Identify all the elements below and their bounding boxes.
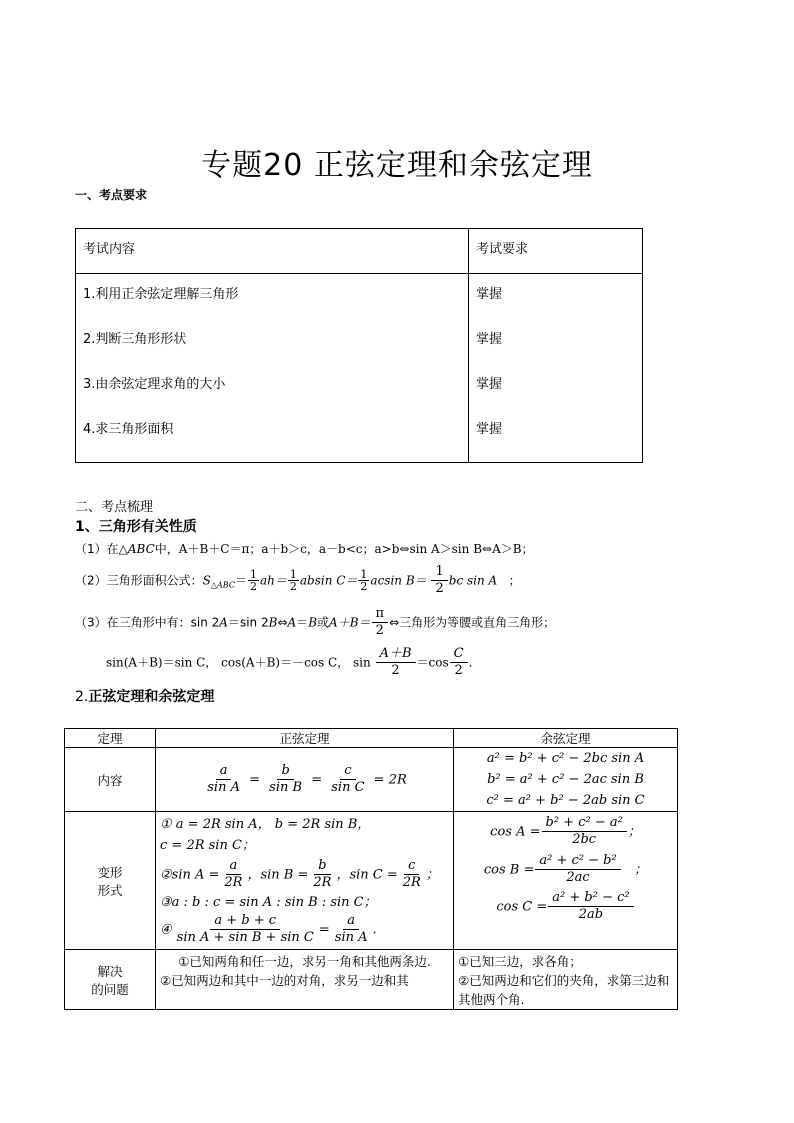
row-label-variant: 变形 形式 [65,812,156,950]
fraction-one-half: $\frac{1}{2}$ [360,567,368,594]
theorem-header-cosine: 余弦定理 [454,729,678,748]
subheading-triangle-properties: 1、三角形有关性质 [75,519,197,535]
fraction-one-half: $\frac{1}{2}$ [431,564,447,598]
table-row: 4.求三角形面积 [83,422,174,437]
sine-law-problems: ①已知两角和任一边，求另一角和其他两条边. ②已知两边和其中一边的对角，求另一边和其 [156,950,454,1010]
table-row: 1.利用正余弦定理解三角形 [83,287,239,302]
property-line-3: （3）在三角形中有：sin 2A＝sin 2B⇔A＝B或A＋B＝ $\frac{\pi}{2}$ ⇔三角形为等腰或直角三角形； [75,606,556,639]
fraction-one-half: $\frac{1}{2}$ [249,567,257,594]
fraction-a-plus-b-over-2: $\frac{A+B}{2}$ [376,646,416,680]
table-header-requirement: 考试要求 [469,229,643,274]
sine-law-formula: $\frac{a}{\text{sin A}}$ = $\frac{b}{\text{sin B}}$ = $\frac{c}{\text{sin C}}$ = 2R [156,748,454,812]
cosine-law-problems: ①已知三边，求各角； ②已知两边和它们的夹角，求第三边和其他两个角. [454,950,678,1010]
fraction-one-half: $\frac{1}{2}$ [289,567,297,594]
table-row: 掌握 [476,332,503,347]
row-label-problems: 解决 的问题 [65,950,156,1010]
cosine-law-variants: cos A = $\frac{\text{b² + c² − a²}}{2bc}$ ； cos B = $\frac{\text{a² + c² − b²}}{2ac}$ ； cos C = $\frac{\text{a² + b² − c²}}{2ab}$ [454,812,678,950]
table-row: 掌握 [476,422,503,437]
section-heading-requirements: 一、考点要求 [75,188,148,202]
property-line-area: （2）三角形面积公式：$S_{\triangle ABC}=$ $\frac{1}{2}$ ah＝ $\frac{1}{2}$ absin C＝ $\frac{1}{2}$ acsin B＝ $\frac{1}{2}$ bc sin A ； [75,564,521,597]
table-cell-requirements [469,274,643,463]
table-header-content: 考试内容 [76,229,469,274]
property-line-1: （1）在△ABC中，A＋B＋C＝π；a＋b＞c，a－b<c；a>b⇔sin A＞sin B⇔A＞B； [75,542,534,556]
page-title: 专题20 正弦定理和余弦定理 [201,148,593,183]
sine-law-variants: ① a = 2R sin A， b = 2R sin B， c = 2R sin C； ②sin A = $\frac{a}{2R}$ ，sin B = $\frac{b}{2R}$ ，sin C = $\frac{c}{2R}$ ； ③a : b : c = sin A : sin B : sin C； ④ $\frac{a + b + c}{\text{sin A + sin B + sin C}}$ = $\frac{a}{\text{sin A}}$ . [156,812,454,950]
cosine-law-formulas: a² = b² + c² − 2bc sin A b² = a² + c² − 2ac sin B c² = a² + b² − 2ab sin C [454,748,678,812]
table-cell-contents [76,274,469,463]
table-row: 3.由余弦定理求角的大小 [83,377,226,392]
table-row: 2.判断三角形形状 [83,332,187,347]
theorem-header-label: 定理 [65,729,156,748]
section-heading-review: 二、考点梳理 [75,500,154,515]
fraction-c-over-2: $\frac{C}{2}$ [450,646,468,680]
property-line-4: sin(A＋B)＝sin C， cos(A＋B)＝－cos C， sin $\frac{A+B}{2}$ ＝cos $\frac{C}{2}$ . [106,646,473,679]
subheading-sine-cosine: 2.正弦定理和余弦定理 [75,689,215,705]
table-row: 掌握 [476,377,503,392]
table-row: 掌握 [476,287,503,302]
row-label-content: 内容 [65,748,156,812]
variant-sum-ratio: ④ $\frac{a + b + c}{\text{sin A + sin B + sin C}}$ = $\frac{a}{\text{sin A}}$ . [160,912,377,945]
variant-sine-ratios: ②sin A = $\frac{a}{2R}$ ，sin B = $\frac{b}{2R}$ ，sin C = $\frac{c}{2R}$ ； [160,858,439,891]
requirements-table [75,228,643,463]
theorem-header-sine: 正弦定理 [156,729,454,748]
fraction-pi-over-2: $\frac{\pi}{2}$ [372,606,389,640]
theorem-table [64,728,678,1010]
